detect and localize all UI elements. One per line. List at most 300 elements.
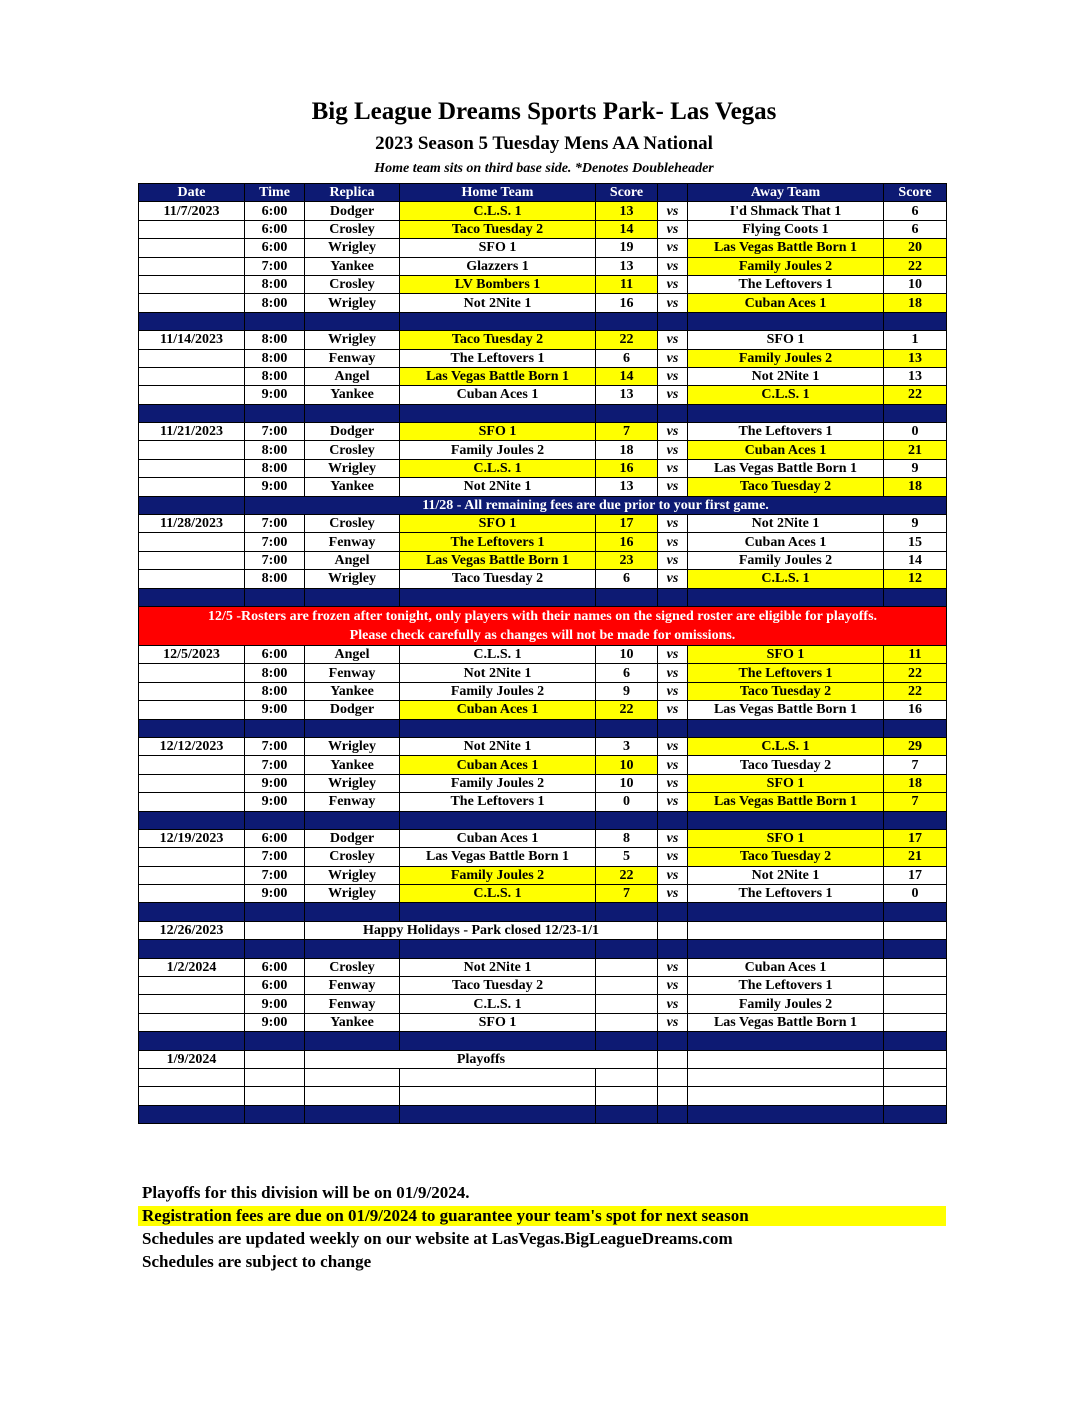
game-time: 8:00 xyxy=(245,459,305,477)
game-time: 7:00 xyxy=(245,423,305,441)
home-team: Taco Tuesday 2 xyxy=(400,331,596,349)
game-date xyxy=(139,257,245,275)
game-date: 12/5/2023 xyxy=(139,645,245,663)
game-row xyxy=(139,294,947,312)
game-time: 6:00 xyxy=(245,645,305,663)
separator-cell xyxy=(884,1105,947,1123)
game-row xyxy=(139,866,947,884)
game-row xyxy=(139,515,947,533)
home-score: 0 xyxy=(596,793,658,811)
separator-cell xyxy=(139,1105,245,1123)
separator-cell xyxy=(658,312,688,330)
empty-cell xyxy=(245,1068,305,1086)
page-subtitle: 2023 Season 5 Tuesday Mens AA National xyxy=(375,133,713,154)
away-score: 15 xyxy=(884,533,947,551)
separator-cell xyxy=(658,1105,688,1123)
away-score: 21 xyxy=(884,441,947,459)
schedule-table xyxy=(138,183,947,1124)
separator-cell xyxy=(658,903,688,921)
game-time: 6:00 xyxy=(245,958,305,976)
away-team: Taco Tuesday 2 xyxy=(688,682,884,700)
vs-label: vs xyxy=(658,995,688,1013)
game-row xyxy=(139,533,947,551)
game-time: 8:00 xyxy=(245,664,305,682)
home-score: 5 xyxy=(596,848,658,866)
home-team: The Leftovers 1 xyxy=(400,793,596,811)
game-time: 9:00 xyxy=(245,701,305,719)
away-score: 17 xyxy=(884,829,947,847)
separator-cell xyxy=(884,404,947,422)
home-score: 23 xyxy=(596,551,658,569)
away-team: C.L.S. 1 xyxy=(688,737,884,755)
separator-row xyxy=(139,719,947,737)
vs-label: vs xyxy=(658,386,688,404)
info-date: 12/26/2023 xyxy=(139,921,245,939)
info-text: Happy Holidays - Park closed 12/23-1/1 xyxy=(305,921,658,939)
separator-cell xyxy=(139,404,245,422)
away-team: Not 2Nite 1 xyxy=(688,367,884,385)
game-row xyxy=(139,367,947,385)
game-row xyxy=(139,701,947,719)
away-team: Taco Tuesday 2 xyxy=(688,848,884,866)
home-team: Cuban Aces 1 xyxy=(400,701,596,719)
away-team: Family Joules 2 xyxy=(688,349,884,367)
away-team: Cuban Aces 1 xyxy=(688,533,884,551)
game-replica: Yankee xyxy=(305,386,400,404)
header-away-score: Score xyxy=(884,184,947,202)
separator-cell xyxy=(596,312,658,330)
vs-label: vs xyxy=(658,551,688,569)
away-score xyxy=(884,1013,947,1031)
home-team: Las Vegas Battle Born 1 xyxy=(400,367,596,385)
separator-cell xyxy=(688,903,884,921)
separator-cell xyxy=(596,719,658,737)
game-replica: Crosley xyxy=(305,848,400,866)
empty-cell xyxy=(658,1087,688,1105)
home-team: C.L.S. 1 xyxy=(400,202,596,220)
separator-cell xyxy=(596,1032,658,1050)
game-row xyxy=(139,349,947,367)
away-team: Las Vegas Battle Born 1 xyxy=(688,793,884,811)
game-row xyxy=(139,645,947,663)
game-date xyxy=(139,682,245,700)
game-replica: Wrigley xyxy=(305,239,400,257)
vs-label: vs xyxy=(658,848,688,866)
vs-label: vs xyxy=(658,793,688,811)
away-score: 18 xyxy=(884,478,947,496)
game-row xyxy=(139,995,947,1013)
empty-cell xyxy=(245,921,305,939)
game-time: 7:00 xyxy=(245,551,305,569)
home-score: 6 xyxy=(596,349,658,367)
vs-label: vs xyxy=(658,756,688,774)
home-score: 13 xyxy=(596,202,658,220)
game-date: 11/21/2023 xyxy=(139,423,245,441)
away-team: I'd Shmack That 1 xyxy=(688,202,884,220)
game-row xyxy=(139,793,947,811)
separator-cell xyxy=(139,588,245,606)
vs-label: vs xyxy=(658,866,688,884)
game-time: 7:00 xyxy=(245,756,305,774)
game-time: 9:00 xyxy=(245,885,305,903)
game-replica: Yankee xyxy=(305,478,400,496)
game-time: 6:00 xyxy=(245,239,305,257)
game-replica: Fenway xyxy=(305,349,400,367)
vs-label: vs xyxy=(658,737,688,755)
away-score: 22 xyxy=(884,386,947,404)
game-date xyxy=(139,533,245,551)
game-replica: Yankee xyxy=(305,257,400,275)
game-time: 8:00 xyxy=(245,441,305,459)
game-row xyxy=(139,441,947,459)
separator-cell xyxy=(688,1032,884,1050)
game-date xyxy=(139,459,245,477)
away-team: Flying Coots 1 xyxy=(688,220,884,238)
game-date xyxy=(139,441,245,459)
away-team: SFO 1 xyxy=(688,829,884,847)
separator-cell xyxy=(400,1105,596,1123)
holiday-row xyxy=(139,921,947,939)
home-score: 3 xyxy=(596,737,658,755)
separator-cell xyxy=(139,940,245,958)
away-team: The Leftovers 1 xyxy=(688,664,884,682)
away-score: 13 xyxy=(884,367,947,385)
game-date: 11/28/2023 xyxy=(139,515,245,533)
game-row xyxy=(139,202,947,220)
vs-label: vs xyxy=(658,977,688,995)
separator-cell xyxy=(245,404,305,422)
game-row xyxy=(139,275,947,293)
empty-cell xyxy=(245,1050,305,1068)
home-team: LV Bombers 1 xyxy=(400,275,596,293)
away-score: 9 xyxy=(884,515,947,533)
home-team: Not 2Nite 1 xyxy=(400,664,596,682)
vs-label: vs xyxy=(658,220,688,238)
game-row xyxy=(139,774,947,792)
away-team: Not 2Nite 1 xyxy=(688,515,884,533)
away-score: 20 xyxy=(884,239,947,257)
empty-cell xyxy=(305,1068,400,1086)
home-score: 10 xyxy=(596,645,658,663)
header-away-team: Away Team xyxy=(688,184,884,202)
empty-cell xyxy=(596,1087,658,1105)
game-date: 11/14/2023 xyxy=(139,331,245,349)
home-score: 22 xyxy=(596,866,658,884)
game-replica: Fenway xyxy=(305,793,400,811)
separator-row xyxy=(139,1105,947,1123)
game-date xyxy=(139,478,245,496)
game-time: 8:00 xyxy=(245,570,305,588)
header-replica: Replica xyxy=(305,184,400,202)
game-replica: Wrigley xyxy=(305,774,400,792)
game-replica: Dodger xyxy=(305,829,400,847)
empty-cell xyxy=(688,1087,884,1105)
separator-cell xyxy=(400,1032,596,1050)
home-score: 18 xyxy=(596,441,658,459)
game-row xyxy=(139,239,947,257)
roster-alert-row xyxy=(139,606,947,645)
game-date xyxy=(139,756,245,774)
separator-cell xyxy=(245,940,305,958)
away-score xyxy=(884,977,947,995)
empty-cell xyxy=(884,921,947,939)
separator-cell xyxy=(400,404,596,422)
separator-cell xyxy=(688,1105,884,1123)
separator-cell xyxy=(688,404,884,422)
home-team: Not 2Nite 1 xyxy=(400,958,596,976)
separator-cell xyxy=(658,940,688,958)
game-time: 8:00 xyxy=(245,331,305,349)
away-team: Cuban Aces 1 xyxy=(688,958,884,976)
away-team: Cuban Aces 1 xyxy=(688,294,884,312)
game-replica: Angel xyxy=(305,551,400,569)
separator-cell xyxy=(884,903,947,921)
separator-cell xyxy=(305,588,400,606)
game-time: 8:00 xyxy=(245,682,305,700)
home-score xyxy=(596,1013,658,1031)
empty-cell xyxy=(139,1087,245,1105)
page-title: Big League Dreams Sports Park- Las Vegas xyxy=(311,98,777,125)
separator-cell xyxy=(400,940,596,958)
home-team: Family Joules 2 xyxy=(400,441,596,459)
home-team: Not 2Nite 1 xyxy=(400,737,596,755)
vs-label: vs xyxy=(658,441,688,459)
separator-cell xyxy=(884,588,947,606)
home-team: The Leftovers 1 xyxy=(400,349,596,367)
game-date xyxy=(139,848,245,866)
game-time: 7:00 xyxy=(245,737,305,755)
vs-label: vs xyxy=(658,239,688,257)
separator-cell xyxy=(596,903,658,921)
game-date xyxy=(139,239,245,257)
home-team: C.L.S. 1 xyxy=(400,885,596,903)
game-replica: Wrigley xyxy=(305,331,400,349)
home-team: SFO 1 xyxy=(400,1013,596,1031)
vs-label: vs xyxy=(658,515,688,533)
separator-cell xyxy=(688,811,884,829)
away-score: 7 xyxy=(884,756,947,774)
away-team: SFO 1 xyxy=(688,774,884,792)
home-score: 22 xyxy=(596,701,658,719)
vs-label: vs xyxy=(658,533,688,551)
vs-label: vs xyxy=(658,645,688,663)
game-row xyxy=(139,664,947,682)
home-team: SFO 1 xyxy=(400,515,596,533)
away-team: The Leftovers 1 xyxy=(688,275,884,293)
game-replica: Fenway xyxy=(305,533,400,551)
away-score: 21 xyxy=(884,848,947,866)
vs-label: vs xyxy=(658,829,688,847)
home-score: 10 xyxy=(596,774,658,792)
away-score: 0 xyxy=(884,423,947,441)
home-team: Family Joules 2 xyxy=(400,774,596,792)
separator-cell xyxy=(139,719,245,737)
separator-cell xyxy=(245,312,305,330)
game-replica: Wrigley xyxy=(305,737,400,755)
separator-cell xyxy=(245,903,305,921)
footer-website-note: Schedules are updated weekly on our website at LasVegas.BigLeagueDreams.com xyxy=(142,1229,733,1248)
separator-row xyxy=(139,811,947,829)
away-team: The Leftovers 1 xyxy=(688,423,884,441)
away-team: The Leftovers 1 xyxy=(688,977,884,995)
separator-cell xyxy=(139,903,245,921)
roster-alert-line1: 12/5 -Rosters are frozen after tonight, only players with their names on the signed roster are eligible for playoffs. xyxy=(207,608,878,624)
separator-row xyxy=(139,312,947,330)
separator-cell xyxy=(400,588,596,606)
game-row xyxy=(139,570,947,588)
footer-playoffs-note: Playoffs for this division will be on 01/9/2024. xyxy=(142,1183,470,1202)
away-score: 1 xyxy=(884,331,947,349)
away-score: 0 xyxy=(884,885,947,903)
away-score: 14 xyxy=(884,551,947,569)
home-team: Not 2Nite 1 xyxy=(400,294,596,312)
game-date xyxy=(139,349,245,367)
game-replica: Fenway xyxy=(305,664,400,682)
separator-row xyxy=(139,1032,947,1050)
game-date xyxy=(139,774,245,792)
game-replica: Wrigley xyxy=(305,885,400,903)
home-team: Taco Tuesday 2 xyxy=(400,570,596,588)
vs-label: vs xyxy=(658,423,688,441)
empty-row xyxy=(139,1068,947,1086)
home-team: Las Vegas Battle Born 1 xyxy=(400,551,596,569)
empty-cell xyxy=(658,1050,688,1068)
separator-cell xyxy=(596,404,658,422)
game-time: 7:00 xyxy=(245,866,305,884)
home-score: 7 xyxy=(596,423,658,441)
separator-cell xyxy=(139,811,245,829)
home-score: 16 xyxy=(596,459,658,477)
home-score: 10 xyxy=(596,756,658,774)
separator-cell xyxy=(245,811,305,829)
game-replica: Fenway xyxy=(305,977,400,995)
game-date: 11/7/2023 xyxy=(139,202,245,220)
home-score: 14 xyxy=(596,367,658,385)
home-score: 7 xyxy=(596,885,658,903)
footer-change-note: Schedules are subject to change xyxy=(142,1252,372,1271)
game-replica: Crosley xyxy=(305,515,400,533)
game-date xyxy=(139,386,245,404)
separator-cell xyxy=(688,719,884,737)
away-team: C.L.S. 1 xyxy=(688,570,884,588)
home-team: SFO 1 xyxy=(400,423,596,441)
game-time: 9:00 xyxy=(245,793,305,811)
vs-label: vs xyxy=(658,459,688,477)
separator-cell xyxy=(658,1032,688,1050)
home-score: 19 xyxy=(596,239,658,257)
home-team: Family Joules 2 xyxy=(400,682,596,700)
home-score xyxy=(596,995,658,1013)
game-date xyxy=(139,1013,245,1031)
away-team: The Leftovers 1 xyxy=(688,885,884,903)
game-replica: Fenway xyxy=(305,995,400,1013)
away-score: 10 xyxy=(884,275,947,293)
vs-label: vs xyxy=(658,701,688,719)
game-time: 7:00 xyxy=(245,533,305,551)
game-date xyxy=(139,551,245,569)
away-team: Family Joules 2 xyxy=(688,995,884,1013)
separator-cell xyxy=(688,940,884,958)
separator-cell xyxy=(658,404,688,422)
empty-cell xyxy=(688,921,884,939)
game-time: 6:00 xyxy=(245,202,305,220)
separator-cell xyxy=(305,719,400,737)
home-score: 16 xyxy=(596,294,658,312)
empty-cell xyxy=(400,1087,596,1105)
game-time: 6:00 xyxy=(245,829,305,847)
separator-cell xyxy=(884,1032,947,1050)
separator-cell xyxy=(305,811,400,829)
vs-label: vs xyxy=(658,664,688,682)
vs-label: vs xyxy=(658,349,688,367)
header-date: Date xyxy=(139,184,245,202)
vs-label: vs xyxy=(658,478,688,496)
home-team: Cuban Aces 1 xyxy=(400,829,596,847)
home-score: 17 xyxy=(596,515,658,533)
separator-row xyxy=(139,940,947,958)
home-team: C.L.S. 1 xyxy=(400,645,596,663)
home-score: 16 xyxy=(596,533,658,551)
separator-row xyxy=(139,903,947,921)
game-row xyxy=(139,459,947,477)
game-date xyxy=(139,367,245,385)
game-replica: Dodger xyxy=(305,202,400,220)
vs-label: vs xyxy=(658,275,688,293)
game-date xyxy=(139,885,245,903)
home-team: Cuban Aces 1 xyxy=(400,756,596,774)
game-replica: Crosley xyxy=(305,275,400,293)
game-time: 8:00 xyxy=(245,349,305,367)
away-team: C.L.S. 1 xyxy=(688,386,884,404)
home-score: 13 xyxy=(596,257,658,275)
game-date: 12/12/2023 xyxy=(139,737,245,755)
game-time: 7:00 xyxy=(245,515,305,533)
away-score: 7 xyxy=(884,793,947,811)
empty-cell xyxy=(884,1068,947,1086)
game-time: 8:00 xyxy=(245,294,305,312)
separator-row xyxy=(139,404,947,422)
home-team: Taco Tuesday 2 xyxy=(400,977,596,995)
game-row xyxy=(139,386,947,404)
home-team: Cuban Aces 1 xyxy=(400,386,596,404)
separator-cell xyxy=(658,588,688,606)
header-home-score: Score xyxy=(596,184,658,202)
home-team: Las Vegas Battle Born 1 xyxy=(400,848,596,866)
game-row xyxy=(139,220,947,238)
away-team: Taco Tuesday 2 xyxy=(688,756,884,774)
home-team: SFO 1 xyxy=(400,239,596,257)
separator-cell xyxy=(400,312,596,330)
game-row xyxy=(139,829,947,847)
empty-cell xyxy=(884,1087,947,1105)
home-score xyxy=(596,958,658,976)
separator-cell xyxy=(596,811,658,829)
away-score: 9 xyxy=(884,459,947,477)
separator-cell xyxy=(884,719,947,737)
away-score xyxy=(884,958,947,976)
away-score: 17 xyxy=(884,866,947,884)
separator-cell xyxy=(139,1032,245,1050)
home-score: 9 xyxy=(596,682,658,700)
game-row xyxy=(139,756,947,774)
game-replica: Crosley xyxy=(305,958,400,976)
vs-label: vs xyxy=(658,367,688,385)
game-time: 9:00 xyxy=(245,386,305,404)
vs-label: vs xyxy=(658,682,688,700)
game-time: 9:00 xyxy=(245,478,305,496)
empty-cell xyxy=(688,1068,884,1086)
separator-cell xyxy=(658,811,688,829)
